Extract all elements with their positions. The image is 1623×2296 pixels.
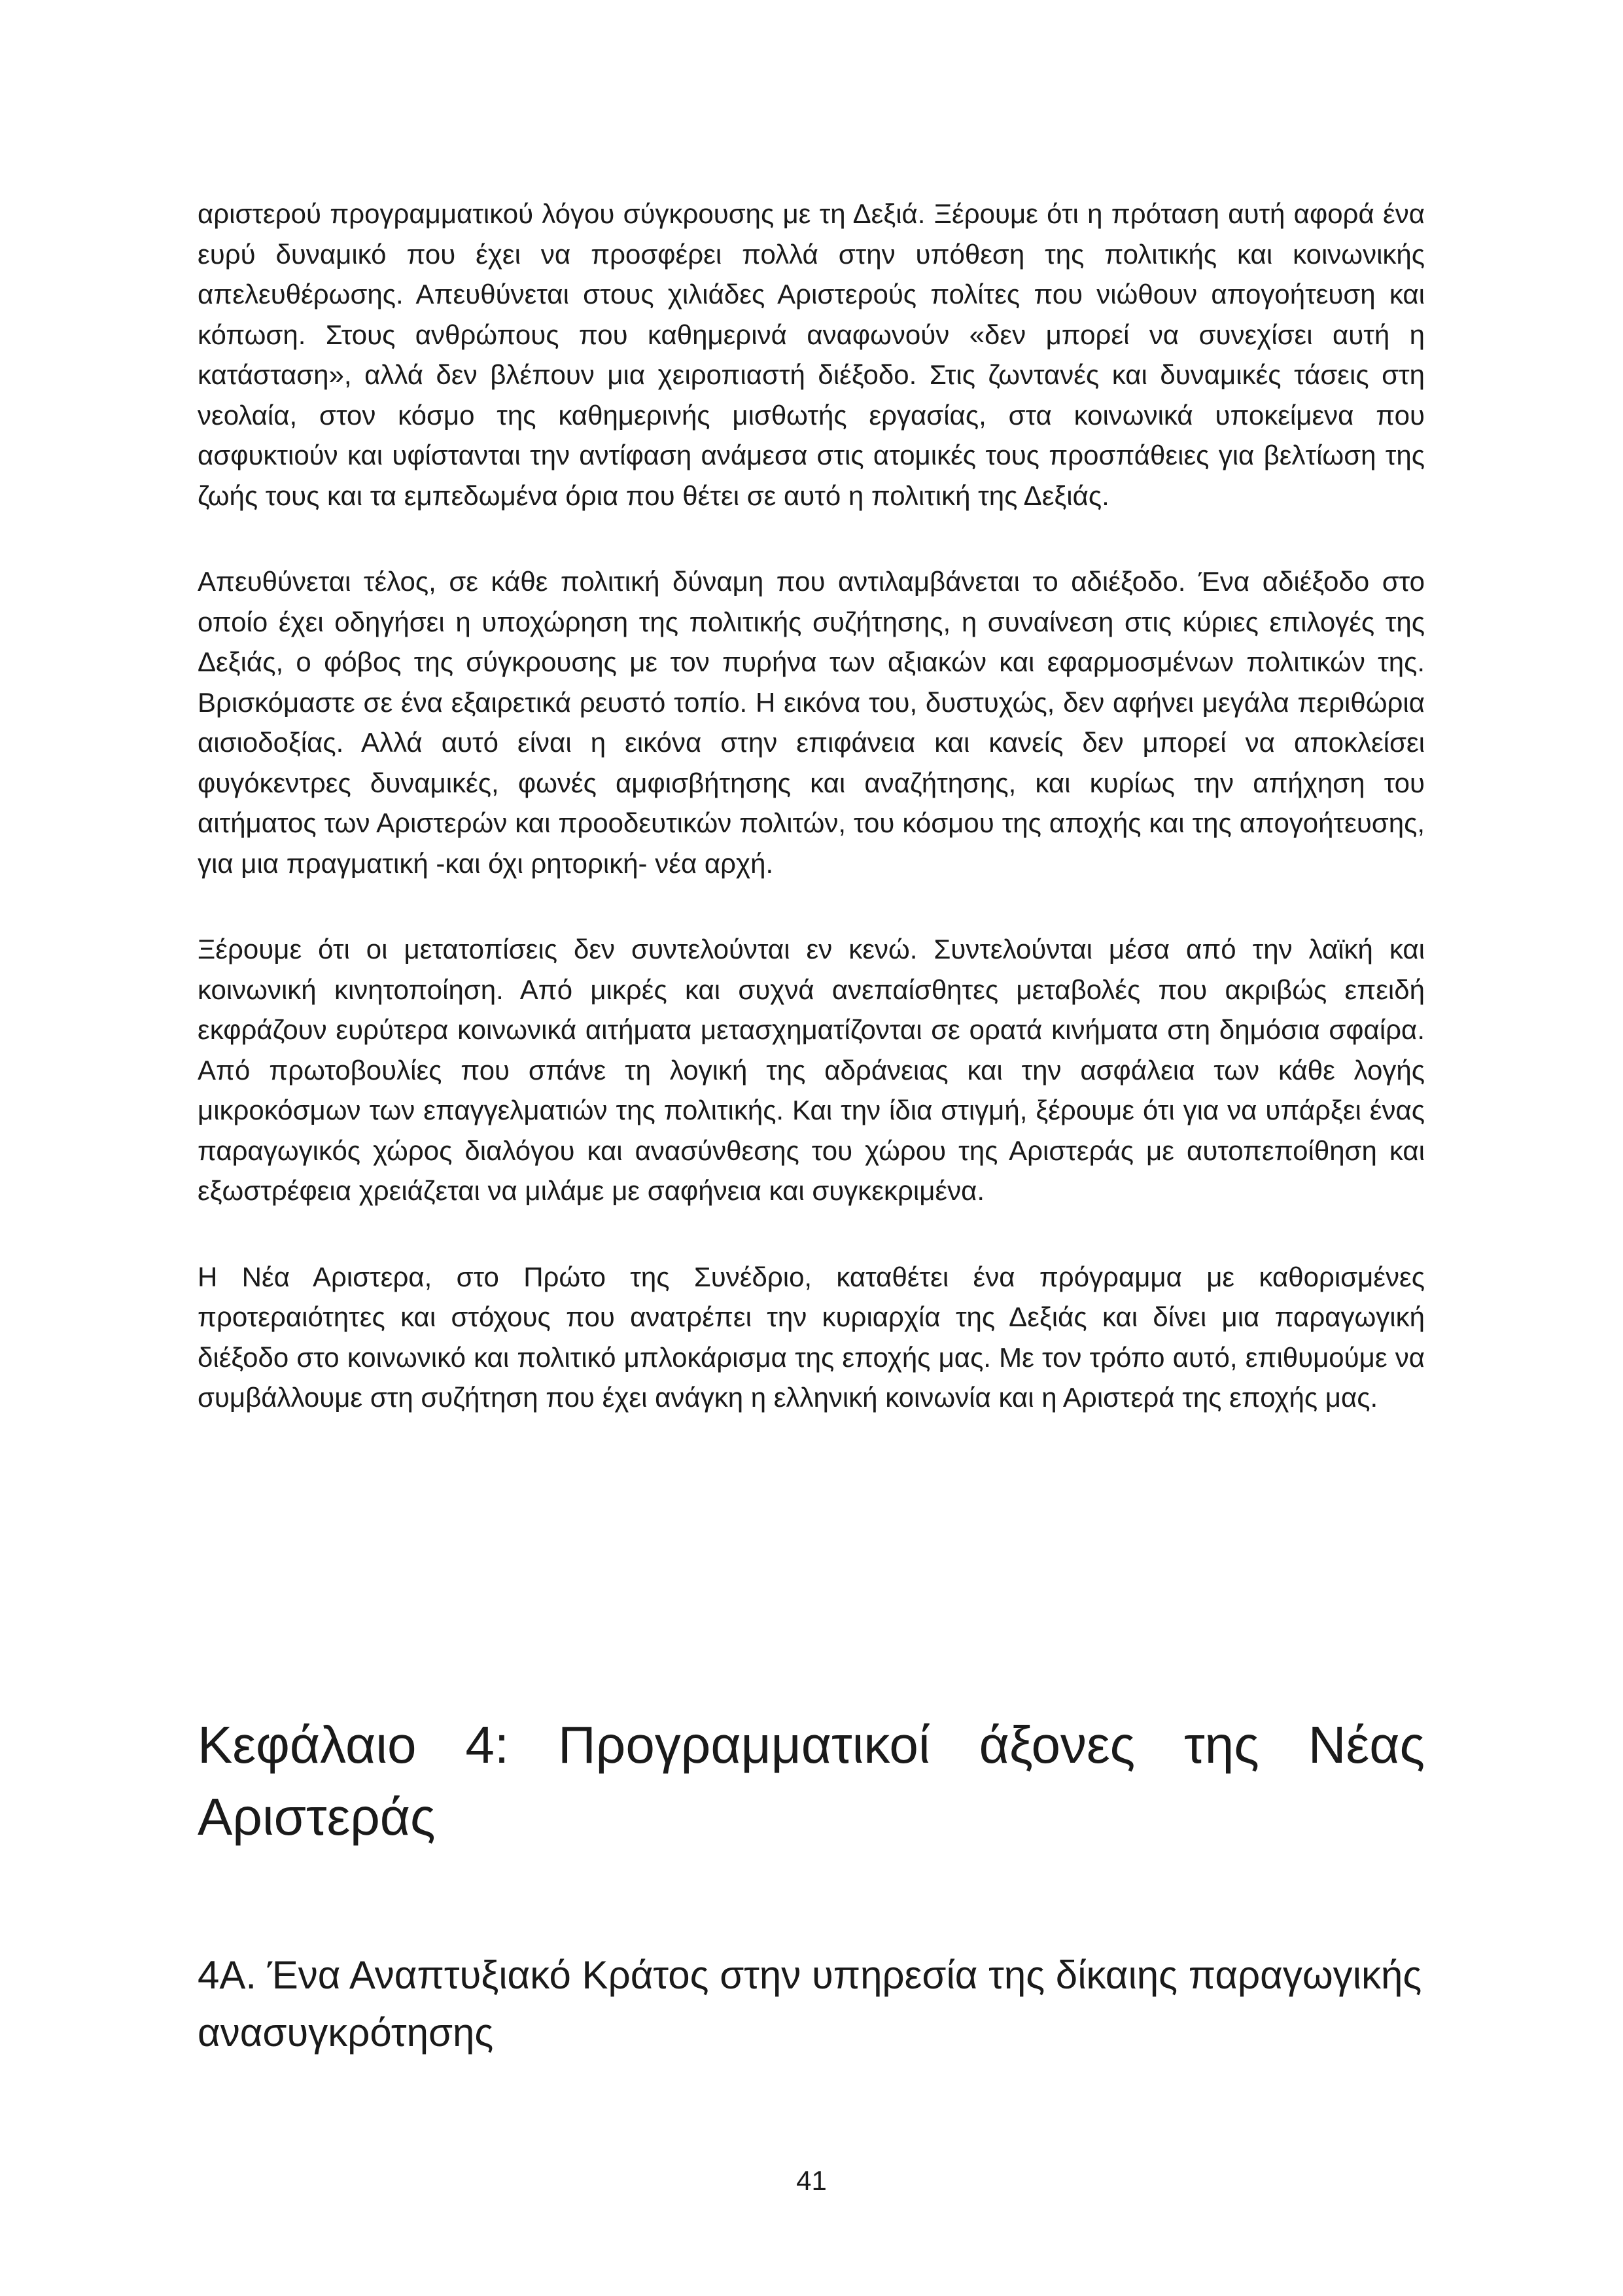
page-number: 41: [796, 2165, 827, 2196]
body-text: [198, 194, 1425, 1464]
paragraph-3: Ξέρουμε ότι οι μετατοπίσεις δεν συντελούνται εν κενώ. Συντελούνται μέσα από την λαϊκή και κοινωνική κινητοποίηση. Από μικρές και συχνά ανεπαίσθητες μεταβολές που ακριβώς επειδή εκφράζουν ευρύτερα κοινωνικά αιτήματα μετασχηματίζονται σε ορατά κινήματα στη δημόσια σφαίρα. Από πρωτοβουλίες που σπάνε τη λογική της αδράνειας και την ασφάλεια των κάθε λογής μικροκόσμων των επαγγελματιών της πολιτικής. Και την ίδια στιγμή, ξέρουμε ότι για να υπάρξει ένας παραγωγικός χώρος διαλόγου και ανασύνθεσης του χώρου της Αριστεράς με αυτοπεποίθηση και εξωστρέφεια χρειάζεται να μιλάμε με σαφήνεια και συγκεκριμένα.: [198, 934, 1425, 1206]
paragraph-4: Η Νέα Αριστερα, στο Πρώτο της Συνέδριο, καταθέτει ένα πρόγραμμα με καθορισμένες προτεραιότητες και στόχους που ανατρέπει την κυριαρχία της Δεξιάς και δίνει μια παραγωγική διέξοδο στο κοινωνικό και πολιτικό μπλοκάρισμα της εποχής μας. Με τον τρόπο αυτό, επιθυμούμε να συμβάλλουμε στη συζήτηση που έχει ανάγκη η ελληνική κοινωνία και η Αριστερά της εποχής μας.: [198, 1261, 1425, 1413]
paragraph-2: Απευθύνεται τέλος, σε κάθε πολιτική δύναμη που αντιλαμβάνεται το αδιέξοδο. Ένα αδιέξοδο στο οποίο έχει οδηγήσει η υποχώρηση της πολιτικής συζήτησης, η συναίνεση στις κύριες επιλογές της Δεξιάς, ο φόβος της σύγκρουσης με τον πυρήνα των αξιακών και εφαρμοσμένων πολιτικών της. Βρισκόμαστε σε ένα εξαιρετικά ρευστό τοπίο. Η εικόνα του, δυστυχώς, δεν αφήνει μεγάλα περιθώρια αισιοδοξίας. Αλλά αυτό είναι η εικόνα στην επιφάνεια και κανείς δεν μπορεί να αποκλείσει φυγόκεντρες δυναμικές, φωνές αμφισβήτησης και αναζήτησης, και κυρίως την απήχηση του αιτήματος των Αριστερών και προοδευτικών πολιτών, του κόσμου της αποχής και της απογοήτευσης, για μια πραγματική -και όχι ρητορική- νέα αρχή.: [198, 566, 1425, 879]
chapter-heading: Κεφάλαιο 4: Προγραμματικοί άξονες της Νέας Αριστεράς: [198, 1716, 1425, 1846]
paragraph-1: αριστερού προγραμματικού λόγου σύγκρουσης με τη Δεξιά. Ξέρουμε ότι η πρόταση αυτή αφορά ένα ευρύ δυναμικό που έχει να προσφέρει πολλά στην υπόθεση της πολιτικής και κοινωνικής απελευθέρωσης. Απευθύνεται στους χιλιάδες Αριστερούς πολίτες που νιώθουν απογοήτευση και κόπωση. Στους ανθρώπους που καθημερινά αναφωνούν «δεν μπορεί να συνεχίσει αυτή η κατάσταση», αλλά δεν βλέπουν μια χειροπιαστή διέξοδο. Στις ζωντανές και δυναμικές τάσεις στη νεολαία, στον κόσμο της καθημερινής μισθωτής εργασίας, στα κοινωνικά υποκείμενα που ασφυκτιούν και υφίστανται την αντίφαση ανάμεσα στις ατομικές τους προσπάθειες για βελτίωση της ζωής τους και τα εμπεδωμένα όρια που θέτει σε αυτό η πολιτική της Δεξιάς.: [198, 198, 1425, 511]
section-heading: 4Α. Ένα Αναπτυξιακό Κράτος στην υπηρεσία της δίκαιης παραγωγικής ανασυγκρότησης: [198, 1953, 1422, 2055]
